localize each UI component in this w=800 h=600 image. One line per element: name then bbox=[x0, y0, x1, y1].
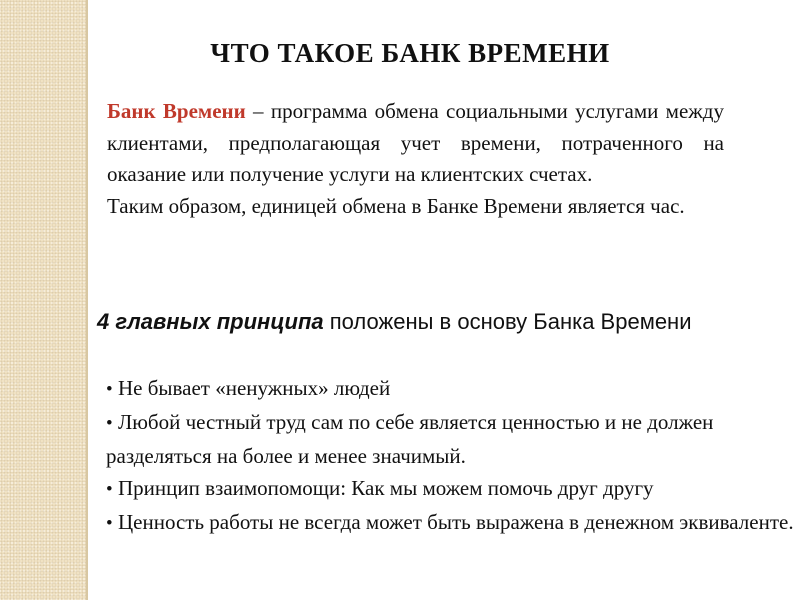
definition-paragraph bbox=[107, 96, 724, 191]
principles-list bbox=[106, 372, 796, 540]
list-item bbox=[106, 406, 796, 472]
bullet-icon: • bbox=[106, 479, 113, 500]
principles-heading bbox=[97, 308, 737, 336]
definition-block bbox=[107, 96, 724, 222]
list-item bbox=[106, 372, 796, 406]
bullet-icon: • bbox=[106, 413, 113, 434]
unit-paragraph: Таким образом, единицей обмена в Банке Времени является час. bbox=[107, 193, 685, 218]
principle-text: Не бывает «ненужных» людей bbox=[118, 376, 391, 400]
list-item bbox=[106, 506, 796, 540]
principles-heading-rest: положены в основу Банка Времени bbox=[323, 309, 692, 334]
definition-text: – программа обмена социальными услугами между клиентами, предполагающая учет времени, потраченного на оказание или получение услуги на клиентских счетах. bbox=[107, 99, 724, 186]
slide-title: ЧТО ТАКОЕ БАНК ВРЕМЕНИ bbox=[210, 38, 610, 68]
principle-text: Ценность работы не всегда может быть выражена в денежном эквиваленте. bbox=[118, 510, 794, 534]
principle-text: Любой честный труд сам по себе является ценностью и не должен разделяться на более и менее значимый. bbox=[106, 410, 714, 468]
list-item bbox=[106, 472, 796, 506]
principles-heading-emphasis: 4 главных принципа bbox=[97, 309, 324, 334]
side-strip-edge bbox=[86, 0, 88, 600]
bullet-icon: • bbox=[106, 379, 113, 400]
bullet-icon: • bbox=[106, 513, 113, 534]
definition-term: Банк Времени bbox=[107, 99, 246, 123]
decorative-side-strip bbox=[0, 0, 86, 600]
principle-text: Принцип взаимопомощи: Как мы можем помочь друг другу bbox=[118, 476, 654, 500]
